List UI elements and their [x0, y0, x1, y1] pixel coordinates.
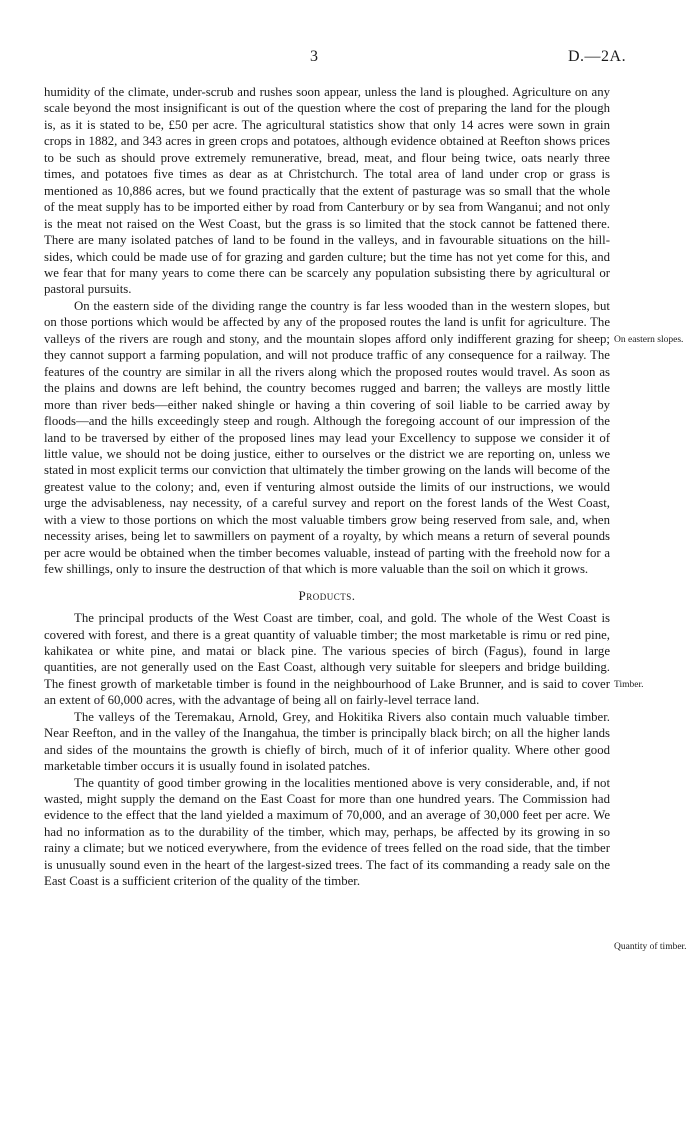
margin-note-timber: Timber. — [614, 680, 644, 690]
margin-note-eastern-slopes: On eastern slopes. — [614, 335, 684, 345]
paragraph-quantity: The quantity of good timber growing in the localities mentioned above is very considerable, and, if not wasted, might supply the demand on the East Coast for more than one hundred years. The Commission had evidence to the effect that the land yielded a maximum of 70,000, and an average of 30,000 feet per acre. We had no information as to the durability of the timber, which may, perhaps, be affected by its growing in so rainy a climate; but we noticed everywhere, from the evidence of trees felled on the road side, that the timber is unusually sound even in the heart of the largest-sized trees. The fact of its commanding a ready sale on the East Coast is a sufficient criterion of the quality of the timber. — [44, 775, 610, 889]
section-heading-products: Products. — [298, 587, 356, 603]
page-number: 3 — [310, 48, 318, 65]
paragraph-eastern-side: On the eastern side of the dividing range the country is far less wooded than in the western slopes, but on those portions which would be affected by any of the proposed routes the land is unfit for agriculture. The valleys of the rivers are rough and stony, and the mountain slopes afford only indifferent grazing for sheep; they cannot support a farming population, and will not produce traffic of any consequence for a railway. The features of the country are similar in all the rivers along which the proposed routes would travel. As soon as the plains and downs are left behind, the country becomes rugged and barren; the valleys are mostly little more than river beds—either naked shingle or having a thin covering of soil liable to be carried away by floods—and the hills exceedingly steep and rough. Although the foregoing account of our impression of the land to be traversed by either of the proposed lines may lead your Excellency to suppose we consider it of little value, we should not be doing justice, either to ourselves or the district we are reporting on, unless we stated in most explicit terms our conviction that ultimately the timber growing on the lands will become of the greatest value to the colony; and, even if venturing almost outside the limits of our instructions, we would urge the advisableness, nay necessity, of a careful survey and report on the forest lands of the West Coast, with a view to those portions on which the most valuable timbers grow being reserved from sale, and, when necessity arises, being let to sawmillers on payment of a royalty, by which means a return of several pounds per acre would be obtained when the timber becomes valuable, instead of parting with the freehold now for a few shillings, only to insure the destruction of that which is more valuable than the soil on which it grows. — [44, 298, 610, 577]
body-text — [44, 84, 610, 890]
margin-note-quantity-of-timber: Quantity of timber. — [614, 942, 687, 952]
paragraph-principal-products: The principal products of the West Coast are timber, coal, and gold. The whole of the West Coast is covered with forest, and there is a great quantity of valuable timber; the most marketable is rimu or red pine, kahikatea or white pine, and matai or black pine. The various species of birch (Fagus), found in large quantities, are not generally used on the East Coast, although very suitable for sleepers and bridge building. The finest growth of marketable timber is found in the neighbourhood of Lake Brunner, and is said to cover an extent of 60,000 acres, with the advantage of being all on fairly-level terrace land. — [44, 611, 610, 708]
document-reference: D.—2A. — [568, 48, 627, 65]
paragraph-humidity: humidity of the climate, under-scrub and rushes soon appear, unless the land is ploughed. Agriculture on any scale beyond the most insignificant is out of the question where the cost of preparing the land for the plough is, as it is stated to be, £50 per acre. The agricultural statistics show that only 14 acres were sown in grain crops in 1882, and 343 acres in green crops and potatoes, although evidence obtained at Reefton shows prices to be such as should prove extremely remunerative, bread, meat, and flour being twice, oats nearly three times, and potatoes five times as dear as at Christchurch. The total area of land under crop or grass is mentioned as 10,886 acres, but we found practically that the extent of pasturage was so small that the whole of the meat supply has to be imported either by road from Canterbury or by sea from Wanganui; and not only is the meat not raised on the West Coast, but the grass is so limited that the stock cannot be fattened there. There are many isolated patches of land to be found in the valleys, and in favourable situations on the hill-sides, which could be made use of for grazing and garden culture; but the time has not yet come for this, and we fear that for many years to come there can be scarcely any population subsisting there by agricultural or pastoral pursuits. — [44, 85, 610, 297]
paragraph-valleys: The valleys of the Teremakau, Arnold, Grey, and Hokitika Rivers also contain much valuable timber. Near Reefton, and in the valley of the Inangahua, the timber is principally black birch; on all the higher lands and sides of the mountains the growth is chiefly of birch, much of it of inferior quality. Where other good marketable timber occurs it is usually found in isolated patches. — [44, 709, 610, 774]
